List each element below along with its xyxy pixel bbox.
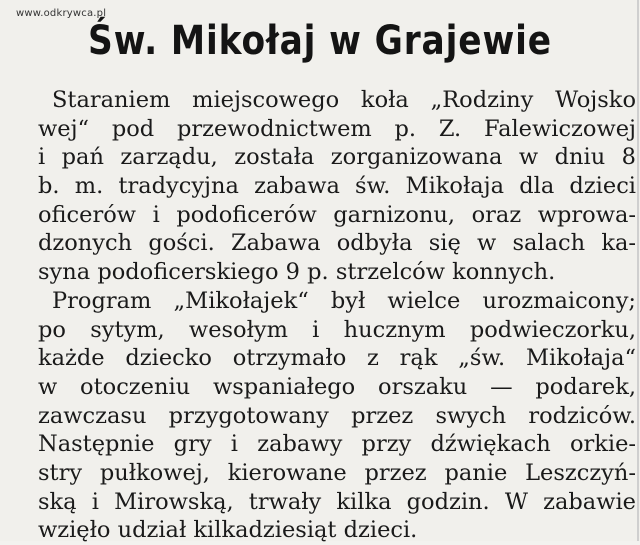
article-line: w otoczeniu wspaniałego orszaku — podarek, <box>38 373 636 400</box>
article-line: każde dziecko otrzymało z rąk „św. Mikołaja“ <box>38 345 636 372</box>
article-line: wej“ pod przewodnictwem p. Z. Falewiczowej <box>38 115 636 142</box>
article-line: stry pułkowej, kierowane przez panie Leszczyń- <box>38 459 636 486</box>
headline: Św. Mikołaj w Grajewie <box>88 18 552 64</box>
article-body <box>38 86 636 545</box>
article-line: wzięło udział kilkadziesiąt dzieci. <box>38 517 418 544</box>
article-line: oficerów i podoficerów garnizonu, oraz wprowa- <box>38 201 636 228</box>
article-line: i pań zarządu, została zorganizowana w dniu 8 <box>38 144 636 171</box>
article-line: b. m. tradycyjna zabawa św. Mikołaja dla dzieci <box>38 173 636 200</box>
article-line: Program „Mikołajek“ był wielce urozmaicony; <box>52 287 636 314</box>
article-line: zawczasu przygotowany przez swych rodziców. <box>38 402 636 429</box>
article-line: ską i Mirowską, trwały kilka godzin. W zabawie <box>38 488 636 515</box>
article-line: dzonych gości. Zabawa odbyła się w salach ka- <box>38 230 636 257</box>
watermark: www.odkrywca.pl <box>16 8 107 19</box>
article-line: Staraniem miejscowego koła „Rodziny Wojsko <box>52 87 636 113</box>
article-line: po sytym, wesołym i hucznym podwieczorku, <box>38 316 636 343</box>
column-edge <box>637 0 639 541</box>
article-line: Następnie gry i zabawy przy dźwiękach orkie- <box>38 431 636 458</box>
article-line: syna podoficerskiego 9 p. strzelców konnych. <box>38 259 556 286</box>
